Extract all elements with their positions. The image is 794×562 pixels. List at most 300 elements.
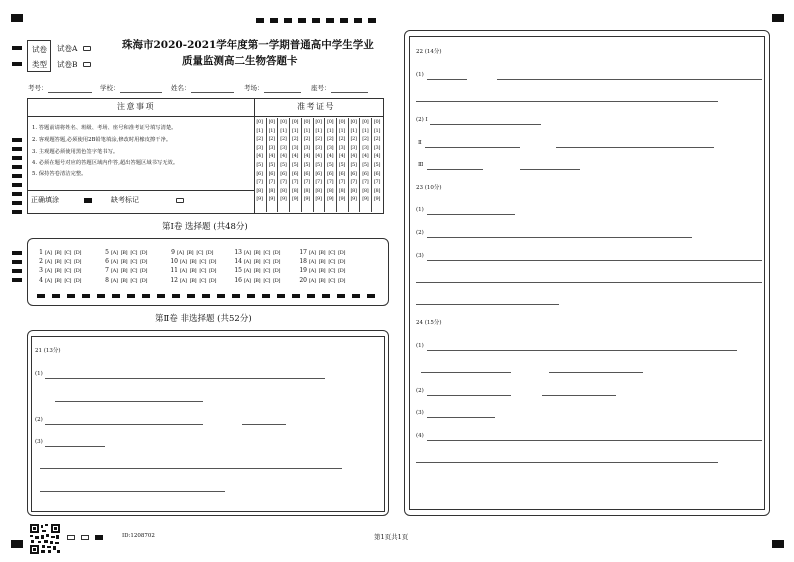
footer-mark-box [81, 535, 89, 540]
choice-question-number: 7 [105, 267, 109, 274]
ticket-digit-bubble[interactable]: [1] [362, 127, 369, 134]
choice-question-6[interactable] [102, 259, 150, 265]
choice-option-bubble[interactable]: [A] [111, 250, 118, 256]
section1-title: 第Ⅰ卷 选择题 (共48分) [162, 222, 248, 232]
ticket-digit-bubble[interactable]: [3] [338, 144, 345, 151]
choice-question-3[interactable] [36, 268, 84, 274]
q23-line[interactable] [416, 304, 559, 305]
ticket-digit-column[interactable] [313, 118, 324, 212]
choice-question-number: 12 [170, 277, 178, 284]
ticket-digit-bubble[interactable]: [3] [256, 144, 263, 151]
school-field[interactable] [120, 92, 162, 93]
choice-option-bubble[interactable]: [B] [54, 259, 62, 265]
choice-question-10[interactable] [168, 259, 219, 265]
name-label: 姓名： [171, 84, 191, 92]
ticket-digit-bubble[interactable]: [6] [256, 170, 263, 177]
ticket-digit-bubble[interactable]: [4] [373, 153, 381, 160]
ticket-digit-bubble[interactable]: [5] [292, 161, 299, 168]
ticket-digit-bubble[interactable]: [1] [338, 127, 345, 134]
ticket-digit-bubble[interactable]: [7] [373, 179, 381, 186]
q21-part3: (3) [35, 439, 43, 445]
choice-option-bubble[interactable]: [A] [309, 268, 316, 274]
ticket-digit-bubble[interactable]: [4] [338, 153, 345, 160]
ticket-digit-column[interactable] [266, 118, 277, 212]
choice-question-1[interactable] [36, 250, 84, 256]
choice-option-bubble[interactable]: [A] [180, 268, 187, 274]
q21-line[interactable] [55, 401, 203, 402]
ticket-digit-bubble[interactable]: [9] [292, 196, 299, 203]
ticket-digit-column[interactable] [359, 118, 370, 212]
ticket-digit-bubble[interactable]: [2] [303, 136, 310, 143]
side-mark [12, 62, 22, 66]
choice-option-bubble[interactable]: [D] [140, 250, 148, 256]
ticket-digit-bubble[interactable]: [1] [373, 127, 381, 134]
q23-part1: (1) [416, 207, 424, 213]
ticket-digit-bubble[interactable]: [1] [315, 127, 322, 134]
ticket-digit-bubble[interactable]: [0] [268, 119, 275, 125]
ticket-digit-bubble[interactable]: [0] [292, 119, 299, 125]
choice-option-bubble[interactable]: [B] [318, 259, 326, 265]
choice-option-bubble[interactable]: [D] [338, 268, 346, 274]
note-item: 3. 主观题必须使用黑色签字笔书写。 [32, 149, 119, 155]
ticket-digit-bubble[interactable]: [7] [338, 179, 345, 186]
ticket-digit-bubble[interactable]: [7] [303, 179, 310, 186]
note-item: 4. 必须在题号对应的答题区域内作答,超出答题区域书写无效。 [32, 160, 179, 166]
choice-question-18[interactable] [297, 259, 348, 265]
seat-field[interactable] [331, 92, 368, 93]
ticket-digit-bubble[interactable]: [7] [280, 179, 287, 186]
ticket-digit-bubble[interactable]: [9] [373, 196, 381, 203]
ticket-digit-bubble[interactable]: [2] [268, 136, 275, 143]
choice-option-bubble[interactable]: [A] [111, 278, 118, 284]
choice-option-bubble[interactable]: [A] [180, 278, 187, 284]
q24-line[interactable] [421, 372, 511, 373]
choice-option-bubble[interactable]: [C] [130, 278, 138, 284]
choice-option-bubble[interactable]: [A] [244, 268, 251, 274]
ticket-digit-bubble[interactable]: [1] [327, 127, 334, 134]
ticket-digit-bubble[interactable]: [8] [327, 187, 334, 194]
ticket-digit-bubble[interactable]: [2] [362, 136, 369, 143]
ticket-digit-bubble[interactable]: [6] [292, 170, 299, 177]
ticket-digit-bubble[interactable]: [6] [327, 170, 334, 177]
ticket-digit-bubble[interactable]: [8] [280, 187, 287, 194]
seat-label: 座号： [311, 84, 331, 92]
choice-option-bubble[interactable]: [D] [209, 278, 217, 284]
choice-option-bubble[interactable]: [B] [318, 278, 326, 284]
choice-question-number: 4 [39, 277, 43, 284]
choice-option-bubble[interactable]: [D] [338, 250, 346, 256]
ticket-digit-bubble[interactable]: [4] [362, 153, 369, 160]
ticket-digit-bubble[interactable]: [8] [292, 187, 299, 194]
choice-option-bubble[interactable]: [C] [263, 259, 271, 265]
ticket-digit-column[interactable] [277, 118, 288, 212]
ticket-digit-bubble[interactable]: [9] [362, 196, 369, 203]
ticket-digit-bubble[interactable]: [3] [373, 144, 381, 151]
ticket-digit-bubble[interactable]: [2] [327, 136, 334, 143]
q23-line[interactable] [427, 237, 692, 238]
q22-line[interactable] [556, 147, 714, 148]
ticket-digit-bubble[interactable]: [6] [280, 170, 287, 177]
ticket-digit-bubble[interactable]: [2] [280, 136, 287, 143]
q24-line[interactable] [427, 440, 762, 441]
choice-option-bubble[interactable]: [D] [209, 259, 217, 265]
q22-line[interactable] [425, 147, 520, 148]
choice-option-bubble[interactable]: [B] [120, 278, 128, 284]
ticket-digit-bubble[interactable]: [0] [303, 119, 310, 125]
choice-option-bubble[interactable]: [A] [309, 259, 316, 265]
ticket-digit-bubble[interactable]: [9] [338, 196, 345, 203]
choice-option-bubble[interactable]: [A] [244, 278, 251, 284]
side-mark [12, 46, 22, 50]
note-item: 5. 保持答卷清洁完整。 [32, 171, 87, 177]
ticket-digit-bubble[interactable]: [6] [373, 170, 381, 177]
choice-option-bubble[interactable]: [C] [263, 278, 271, 284]
choice-option-bubble[interactable]: [C] [199, 259, 207, 265]
exam-no-field[interactable] [48, 92, 92, 93]
ticket-digit-bubble[interactable]: [0] [280, 119, 287, 125]
ticket-digit-bubble[interactable]: [3] [303, 144, 310, 151]
ticket-digit-bubble[interactable]: [5] [256, 161, 263, 168]
paper-type-label-1: 试卷 [32, 45, 47, 54]
ticket-digit-bubble[interactable]: [3] [350, 144, 357, 151]
choice-option-bubble[interactable]: [D] [74, 259, 82, 265]
ticket-digit-bubble[interactable]: [0] [256, 119, 263, 125]
choice-question-9[interactable] [168, 250, 216, 256]
q22-part1: (1) [416, 72, 424, 78]
choice-question-number: 17 [299, 249, 307, 256]
ticket-digit-bubble[interactable]: [1] [268, 127, 275, 134]
q23-line[interactable] [416, 282, 762, 283]
choice-option-bubble[interactable]: [D] [273, 268, 281, 274]
ticket-digit-bubble[interactable]: [7] [315, 179, 322, 186]
choice-option-bubble[interactable]: [B] [120, 259, 128, 265]
choice-option-bubble[interactable]: [A] [309, 250, 316, 256]
choice-option-bubble[interactable]: [D] [273, 259, 281, 265]
q21-line[interactable] [40, 491, 225, 492]
choice-option-bubble[interactable]: [B] [189, 268, 197, 274]
ticket-digit-bubble[interactable]: [1] [280, 127, 287, 134]
q21-line[interactable] [45, 446, 105, 447]
choice-option-bubble[interactable]: [B] [318, 250, 326, 256]
top-timing-marks [256, 18, 386, 23]
choice-option-bubble[interactable]: [C] [64, 278, 72, 284]
ticket-digit-bubble[interactable]: [6] [338, 170, 345, 177]
choice-question-7[interactable] [102, 268, 150, 274]
absent-mark-label: 缺考标记 [111, 196, 139, 204]
choice-option-bubble[interactable]: [B] [189, 278, 197, 284]
ticket-digit-bubble[interactable]: [2] [256, 136, 263, 143]
q24-line[interactable] [427, 395, 511, 396]
ticket-digit-bubble[interactable]: [6] [362, 170, 369, 177]
q22-line[interactable] [430, 124, 541, 125]
ticket-digit-bubble[interactable]: [0] [362, 119, 369, 125]
q24-line[interactable] [549, 372, 643, 373]
q24-line[interactable] [427, 350, 737, 351]
choice-option-bubble[interactable]: [B] [120, 250, 128, 256]
choice-option-bubble[interactable]: [D] [209, 268, 217, 274]
choice-option-bubble[interactable]: [D] [74, 268, 82, 274]
q24-line[interactable] [542, 395, 616, 396]
choice-question-2[interactable] [36, 259, 84, 265]
choice-option-bubble[interactable]: [D] [338, 278, 346, 284]
choice-option-bubble[interactable]: [A] [244, 250, 251, 256]
choice-option-bubble[interactable]: [C] [130, 250, 138, 256]
ticket-digit-bubble[interactable]: [9] [256, 196, 263, 203]
choice-option-bubble[interactable]: [B] [253, 268, 261, 274]
ticket-digit-bubble[interactable]: [9] [303, 196, 310, 203]
ticket-digit-column[interactable] [348, 118, 359, 212]
q23-line[interactable] [427, 260, 762, 261]
choice-option-bubble[interactable]: [B] [54, 278, 62, 284]
ticket-digit-bubble[interactable]: [3] [362, 144, 369, 151]
choice-option-bubble[interactable]: [B] [189, 259, 197, 265]
ticket-digit-bubble[interactable]: [9] [350, 196, 357, 203]
choice-option-bubble[interactable]: [D] [206, 250, 214, 256]
choice-option-bubble[interactable]: [C] [328, 268, 336, 274]
q23-line[interactable] [427, 214, 515, 215]
choice-question-17[interactable] [297, 250, 348, 256]
choice-option-bubble[interactable]: [D] [140, 268, 148, 274]
ticket-digit-bubble[interactable]: [5] [315, 161, 322, 168]
choice-option-bubble[interactable]: [A] [45, 250, 52, 256]
choice-option-bubble[interactable]: [A] [177, 250, 184, 256]
choice-option-bubble[interactable]: [A] [180, 259, 187, 265]
choice-question-number: 1 [39, 249, 43, 256]
choice-option-bubble[interactable]: [C] [328, 250, 336, 256]
choice-question-number: 16 [234, 277, 242, 284]
ticket-digit-bubble[interactable]: [5] [280, 161, 287, 168]
choice-question-11[interactable] [168, 268, 219, 274]
choice-option-bubble[interactable]: [C] [199, 278, 207, 284]
q24-part3: (3) [416, 410, 424, 416]
ticket-digit-bubble[interactable]: [7] [362, 179, 369, 186]
ticket-digit-bubble[interactable]: [9] [315, 196, 322, 203]
q24-line[interactable] [416, 462, 718, 463]
choice-question-16[interactable] [232, 278, 283, 284]
paper-type-label-2: 类型 [32, 60, 47, 69]
corner-mark-top-right [772, 14, 784, 22]
ticket-title: 准考证号 [297, 102, 335, 111]
ticket-digit-column[interactable] [289, 118, 300, 212]
q21-line[interactable] [242, 424, 286, 425]
choice-question-number: 14 [234, 258, 242, 265]
choice-option-bubble[interactable]: [B] [253, 259, 261, 265]
choice-question-13[interactable] [232, 250, 283, 256]
choice-option-bubble[interactable]: [C] [196, 250, 204, 256]
ticket-digit-bubble[interactable]: [0] [350, 119, 357, 125]
ticket-digit-column[interactable] [324, 118, 335, 212]
choice-option-bubble[interactable]: [B] [120, 268, 128, 274]
choice-option-bubble[interactable]: [A] [45, 259, 52, 265]
choice-option-bubble[interactable]: [A] [45, 278, 52, 284]
paper-b-checkbox[interactable] [83, 62, 91, 67]
q22-line[interactable] [416, 101, 718, 102]
q22-part2b: Ⅱ [418, 140, 422, 146]
corner-mark-bottom-right [772, 540, 784, 548]
choice-option-bubble[interactable]: [A] [45, 268, 52, 274]
ticket-digit-bubble[interactable]: [8] [338, 187, 345, 194]
choice-option-bubble[interactable]: [A] [309, 278, 316, 284]
choice-question-8[interactable] [102, 278, 150, 284]
choice-option-bubble[interactable]: [A] [111, 259, 118, 265]
choice-option-bubble[interactable]: [C] [130, 259, 138, 265]
ticket-digit-bubble[interactable]: [1] [256, 127, 263, 134]
ticket-digit-bubble[interactable]: [2] [292, 136, 299, 143]
choice-option-bubble[interactable]: [B] [253, 278, 261, 284]
choice-option-bubble[interactable]: [C] [64, 259, 72, 265]
ticket-digit-bubble[interactable]: [1] [303, 127, 310, 134]
ticket-digit-bubble[interactable]: [4] [315, 153, 322, 160]
ticket-digit-bubble[interactable]: [2] [338, 136, 345, 143]
ticket-digit-bubble[interactable]: [0] [338, 119, 345, 125]
ticket-digit-bubble[interactable]: [5] [338, 161, 345, 168]
left-timing-marks-choice [12, 251, 22, 287]
choice-question-4[interactable] [36, 278, 84, 284]
ticket-digit-bubble[interactable]: [4] [303, 153, 310, 160]
choice-option-bubble[interactable]: [D] [140, 259, 148, 265]
ticket-digit-bubble[interactable]: [7] [256, 179, 263, 186]
page-title-line1: 珠海市2020-2021学年度第一学期普通高中学生学业 [122, 39, 374, 51]
school-label: 学校： [100, 84, 120, 92]
q22-line[interactable] [520, 169, 580, 170]
ticket-digit-bubble[interactable]: [5] [327, 161, 334, 168]
ticket-digit-bubble[interactable]: [4] [327, 153, 334, 160]
q24-line[interactable] [427, 417, 495, 418]
choice-question-12[interactable] [168, 278, 219, 284]
ticket-digit-bubble[interactable]: [7] [350, 179, 357, 186]
ticket-digit-bubble[interactable]: [4] [280, 153, 287, 160]
choice-question-19[interactable] [297, 268, 348, 274]
q21-line[interactable] [40, 468, 342, 469]
ticket-digit-bubble[interactable]: [7] [292, 179, 299, 186]
ticket-digit-bubble[interactable]: [3] [327, 144, 334, 151]
ticket-digit-bubble[interactable]: [5] [268, 161, 275, 168]
q24-part4: (4) [416, 433, 424, 439]
ticket-digit-column[interactable] [301, 118, 312, 212]
ticket-digit-bubble[interactable]: [0] [373, 119, 381, 125]
choice-option-bubble[interactable]: [B] [186, 250, 194, 256]
choice-option-bubble[interactable]: [C] [328, 278, 336, 284]
ticket-digit-bubble[interactable]: [5] [373, 161, 381, 168]
left-timing-marks-notes [12, 138, 22, 213]
choice-option-bubble[interactable]: [C] [130, 268, 138, 274]
choice-option-bubble[interactable]: [B] [253, 250, 261, 256]
choice-option-bubble[interactable]: [C] [328, 259, 336, 265]
choice-option-bubble[interactable]: [C] [263, 268, 271, 274]
choice-option-bubble[interactable]: [C] [199, 268, 207, 274]
q21-line[interactable] [45, 378, 325, 379]
ticket-digit-bubble[interactable]: [5] [350, 161, 357, 168]
choice-option-bubble[interactable]: [C] [64, 250, 72, 256]
name-field[interactable] [191, 92, 234, 93]
paper-a-checkbox[interactable] [83, 46, 91, 51]
ticket-digit-bubble[interactable]: [4] [350, 153, 357, 160]
choice-option-bubble[interactable]: [D] [273, 250, 281, 256]
ticket-digit-bubble[interactable]: [5] [303, 161, 310, 168]
ticket-digit-bubble[interactable]: [7] [268, 179, 275, 186]
choice-option-bubble[interactable]: [D] [338, 259, 346, 265]
choice-question-5[interactable] [102, 250, 150, 256]
q22-line[interactable] [427, 79, 467, 80]
choice-question-15[interactable] [232, 268, 283, 274]
correct-fill-sample [84, 198, 92, 203]
ticket-digit-bubble[interactable]: [2] [373, 136, 381, 143]
paper-b-label: 试卷B [57, 60, 78, 69]
ticket-digit-column[interactable] [336, 118, 347, 212]
choice-option-bubble[interactable]: [D] [74, 250, 82, 256]
ticket-digit-bubble[interactable]: [2] [315, 136, 322, 143]
ticket-digit-bubble[interactable]: [8] [268, 187, 275, 194]
ticket-digit-bubble[interactable]: [6] [350, 170, 357, 177]
absent-mark-checkbox[interactable] [176, 198, 184, 203]
q22-line[interactable] [497, 79, 762, 80]
choice-question-20[interactable] [297, 278, 348, 284]
ticket-digit-bubble[interactable]: [6] [315, 170, 322, 177]
ticket-digit-bubble[interactable]: [8] [315, 187, 322, 194]
ticket-digit-bubble[interactable]: [3] [315, 144, 322, 151]
choice-option-bubble[interactable]: [D] [273, 278, 281, 284]
choice-option-bubble[interactable]: [D] [140, 278, 148, 284]
ticket-digit-column[interactable] [371, 118, 382, 212]
note-item: 1. 答题前请将姓名、班级、考场、座号和准考证号填写清楚。 [32, 125, 177, 131]
ticket-digit-bubble[interactable]: [3] [292, 144, 299, 151]
choice-question-14[interactable] [232, 259, 283, 265]
ticket-digit-bubble[interactable]: [9] [280, 196, 287, 203]
ticket-digit-bubble[interactable]: [6] [268, 170, 275, 177]
ticket-digit-bubble[interactable]: [9] [327, 196, 334, 203]
ticket-digit-bubble[interactable]: [8] [303, 187, 310, 194]
room-label: 考场： [244, 84, 264, 92]
ticket-digit-bubble[interactable]: [1] [292, 127, 299, 134]
choice-question-number: 6 [105, 258, 109, 265]
choice-option-bubble[interactable]: [D] [74, 278, 82, 284]
ticket-digit-bubble[interactable]: [8] [362, 187, 369, 194]
right-answer-box-inner [409, 36, 765, 510]
ticket-digit-bubble[interactable]: [8] [373, 187, 381, 194]
ticket-digit-bubble[interactable]: [0] [327, 119, 334, 125]
choice-option-bubble[interactable]: [B] [54, 268, 62, 274]
choice-question-number: 5 [105, 249, 109, 256]
ticket-digit-bubble[interactable]: [7] [327, 179, 334, 186]
choice-question-number: 19 [299, 267, 307, 274]
ticket-digit-bubble[interactable]: [8] [256, 187, 263, 194]
choice-option-bubble[interactable]: [C] [263, 250, 271, 256]
q21-line[interactable] [45, 424, 203, 425]
room-field[interactable] [264, 92, 301, 93]
ticket-digit-column[interactable] [254, 118, 265, 212]
ticket-digit-bubble[interactable]: [4] [292, 153, 299, 160]
choice-option-bubble[interactable]: [B] [54, 250, 62, 256]
ticket-digit-bubble[interactable]: [8] [350, 187, 357, 194]
q22-line[interactable] [427, 169, 483, 170]
ticket-digit-bubble[interactable]: [4] [256, 153, 263, 160]
ticket-digit-bubble[interactable]: [2] [350, 136, 357, 143]
choice-option-bubble[interactable]: [B] [318, 268, 326, 274]
footer-id: ID:1208702 [122, 533, 155, 539]
ticket-digit-bubble[interactable]: [6] [303, 170, 310, 177]
ticket-digit-bubble[interactable]: [3] [280, 144, 287, 151]
ticket-digit-bubble[interactable]: [4] [268, 153, 275, 160]
ticket-digit-bubble[interactable]: [0] [315, 119, 322, 125]
choice-option-bubble[interactable]: [C] [64, 268, 72, 274]
ticket-digit-bubble[interactable]: [9] [268, 196, 275, 203]
ticket-digit-bubble[interactable]: [1] [350, 127, 357, 134]
choice-option-bubble[interactable]: [A] [111, 268, 118, 274]
footer-mark-box [67, 535, 75, 540]
ticket-digit-bubble[interactable]: [3] [268, 144, 275, 151]
ticket-digit-bubble[interactable]: [5] [362, 161, 369, 168]
choice-option-bubble[interactable]: [A] [244, 259, 251, 265]
